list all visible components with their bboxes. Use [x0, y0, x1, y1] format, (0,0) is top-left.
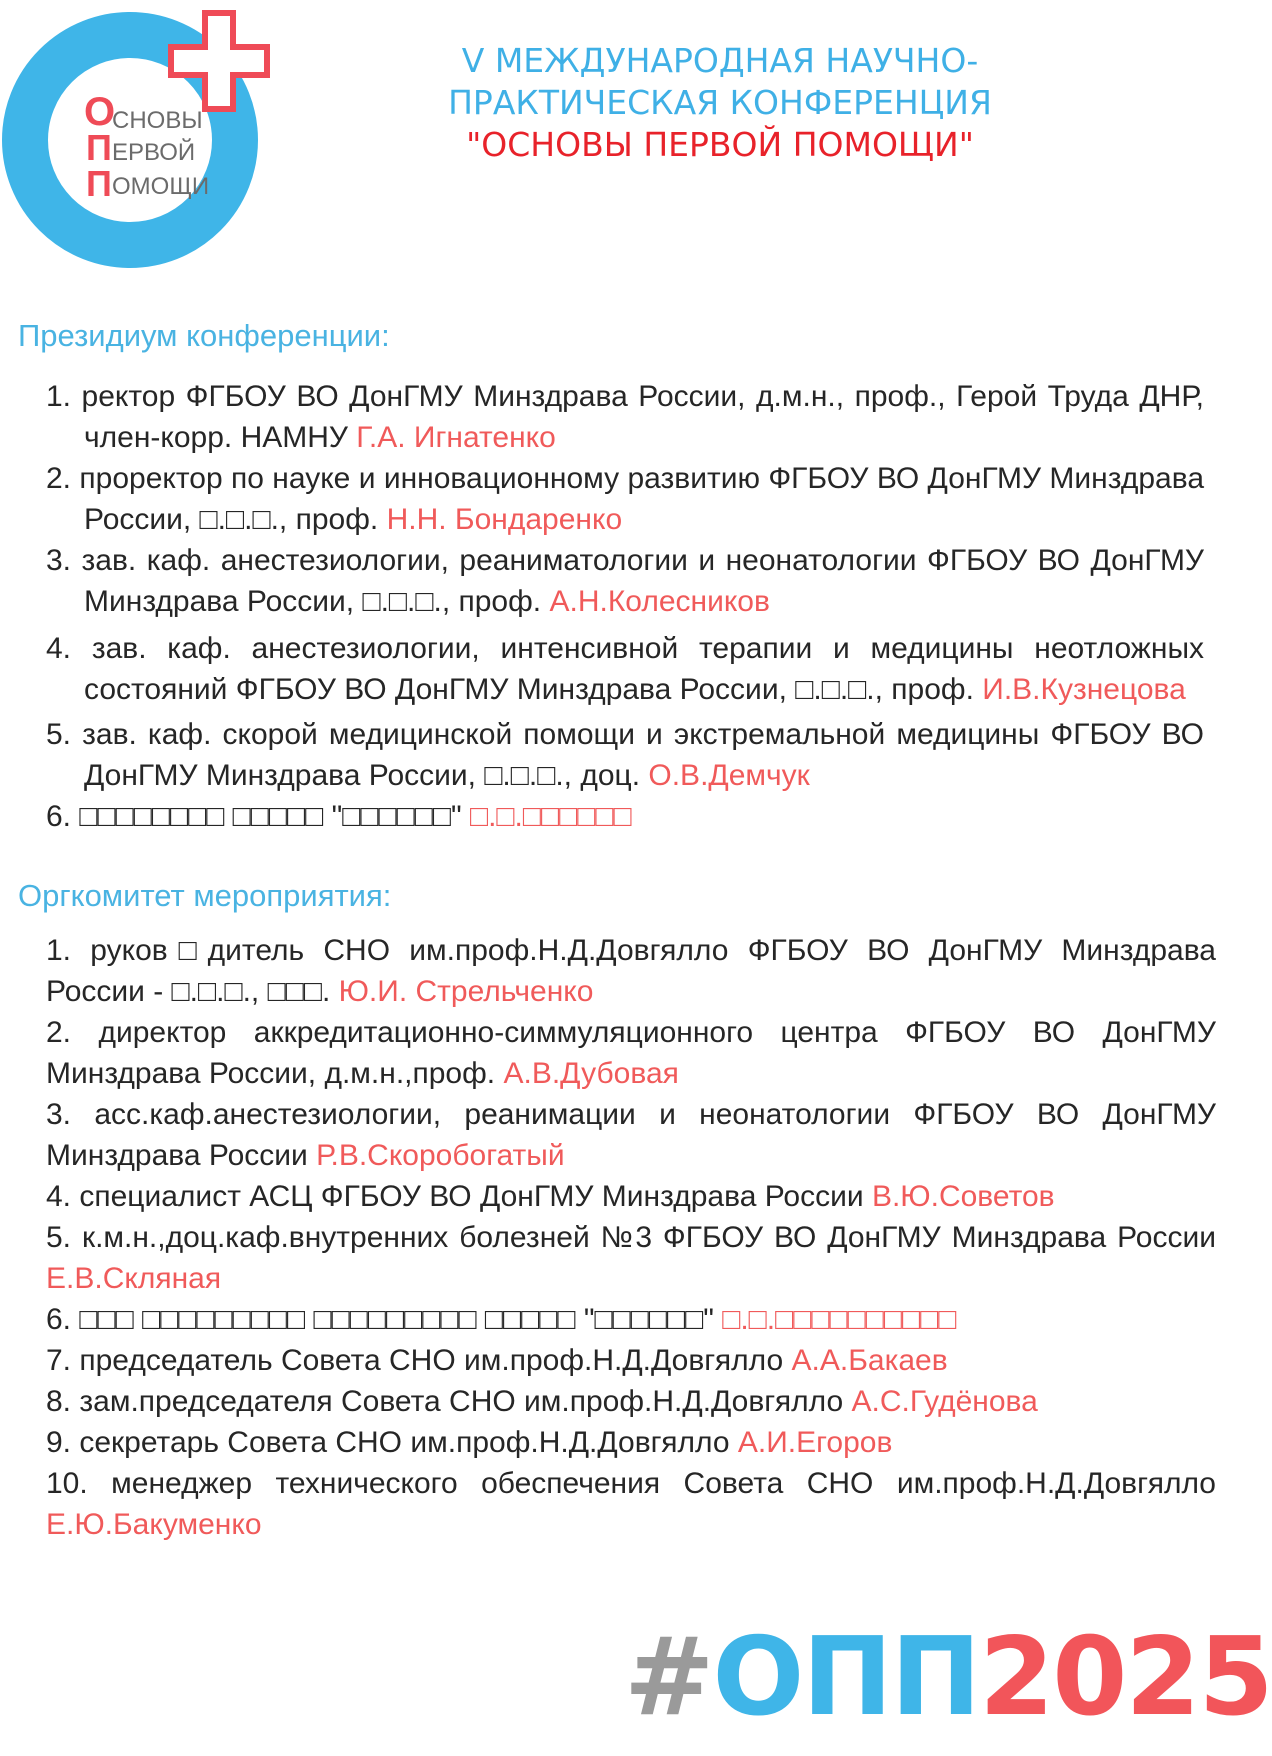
- presidium-title: Президиум конференции:: [18, 318, 390, 353]
- person-name: А.С.Гудёнова: [851, 1385, 1038, 1418]
- item-description: директор аккредитационно-симмуляционного центра ФГБОУ ВО ДонГМУ Минздрава России, д.м.н.,проф.: [46, 1016, 1216, 1090]
- conference-logo: [0, 0, 300, 280]
- item-description: асс.каф.анестезиологии, реанимации и неонатологии ФГБОУ ВО ДонГМУ Минздрава России: [46, 1098, 1216, 1172]
- item-number: 10.: [46, 1467, 88, 1500]
- presidium-item: [46, 628, 1204, 710]
- person-name: Р.В.Скоробогатый: [316, 1139, 565, 1172]
- hashtag: [624, 1615, 1272, 1740]
- logo-letter-p1: П: [86, 127, 112, 168]
- hashtag-symbol: #: [624, 1615, 713, 1740]
- item-number: 7.: [46, 1344, 72, 1377]
- title-line-1: V МЕЖДУНАРОДНАЯ НАУЧНО-: [461, 41, 979, 80]
- orgcommittee-list: [46, 930, 1216, 1545]
- item-number: 6.: [46, 1303, 72, 1336]
- person-name: В.Ю.Советов: [871, 1180, 1055, 1213]
- presidium-item: [46, 458, 1204, 540]
- item-number: 5.: [46, 1221, 72, 1254]
- item-number: 2.: [46, 1016, 72, 1049]
- item-description: председатель Совета СНО им.проф.Н.Д.Довгялло: [79, 1344, 792, 1377]
- presidium-item: [46, 714, 1204, 796]
- item-number: 1.: [46, 380, 72, 413]
- logo-letter-p2: П: [86, 163, 112, 204]
- item-number: 3.: [46, 544, 72, 577]
- logo-letter-o: О: [84, 90, 116, 134]
- orgcommittee-item: [46, 1217, 1216, 1299]
- orgcommittee-item: [46, 1012, 1216, 1094]
- logo-line-3: ОМОЩИ: [112, 173, 210, 200]
- item-description: зав. каф. скорой медицинской помощи и экстремальной медицины ФГБОУ ВО ДонГМУ Минздрава России, □.□.□., доц.: [82, 718, 1204, 792]
- item-description: зам.председателя Совета СНО им.проф.Н.Д.Довгялло: [79, 1385, 852, 1418]
- orgcommittee-item: [46, 1299, 1216, 1340]
- person-name: А.И.Егоров: [737, 1426, 893, 1459]
- orgcommittee-title: Оргкомитет мероприятия:: [18, 878, 392, 913]
- logo-graphic: [0, 0, 300, 280]
- orgcommittee-item: [46, 1340, 1216, 1381]
- item-description: руков□дитель СНО им.проф.Н.Д.Довгялло ФГБОУ ВО ДонГМУ Минздрава России - □.□.□., □□□.: [46, 934, 1216, 1008]
- person-name: Ю.И. Стрельченко: [338, 975, 594, 1008]
- person-name: Е.В.Скляная: [46, 1262, 222, 1295]
- orgcommittee-item: [46, 1094, 1216, 1176]
- item-description: ректор ФГБОУ ВО ДонГМУ Минздрава России, д.м.н., проф., Герой Труда ДНР, член-корр. НАМНУ: [81, 380, 1204, 454]
- logo-line-2: ЕРВОЙ: [112, 139, 196, 166]
- title-line-3: "ОСНОВЫ ПЕРВОЙ ПОМОЩИ": [466, 125, 974, 164]
- item-description: □□□ □□□□□□□□□ □□□□□□□□□ □□□□□ "□□□□□□": [79, 1303, 723, 1336]
- person-name: Н.Н. Бондаренко: [386, 503, 623, 536]
- orgcommittee-item: [46, 1176, 1216, 1217]
- person-name: А.В.Дубовая: [503, 1057, 679, 1090]
- orgcommittee-item: [46, 930, 1216, 1012]
- hashtag-year: 2025: [979, 1615, 1272, 1740]
- item-number: 6.: [46, 800, 72, 833]
- presidium-item: [46, 796, 1204, 837]
- item-description: проректор по науке и инновационному развитию ФГБОУ ВО ДонГМУ Минздрава России, □.□.□., проф.: [79, 462, 1204, 536]
- item-description: □□□□□□□□ □□□□□ "□□□□□□": [79, 800, 470, 833]
- item-description: зав. каф. анестезиологии, реаниматологии и неонатологии ФГБОУ ВО ДонГМУ Минздрава России, □.□.□., проф.: [81, 544, 1204, 618]
- item-number: 3.: [46, 1098, 72, 1131]
- item-description: к.м.н.,доц.каф.внутренних болезней №3 ФГБОУ ВО ДонГМУ Минздрава России: [81, 1221, 1216, 1254]
- item-description: менеджер технического обеспечения Совета СНО им.проф.Н.Д.Довгялло: [111, 1467, 1216, 1500]
- person-name: □.□.□□□□□□: [469, 800, 632, 833]
- item-number: 9.: [46, 1426, 72, 1459]
- item-description: секретарь Совета СНО им.проф.Н.Д.Довгялло: [79, 1426, 738, 1459]
- person-name: О.В.Демчук: [648, 759, 810, 792]
- presidium-list: [46, 376, 1204, 837]
- person-name: Е.Ю.Бакуменко: [46, 1508, 262, 1541]
- person-name: Г.А. Игнатенко: [356, 421, 556, 454]
- title-line-2: ПРАКТИЧЕСКАЯ КОНФЕРЕНЦИЯ: [448, 83, 992, 122]
- hashtag-opp: ОПП: [712, 1615, 980, 1740]
- orgcommittee-item: [46, 1381, 1216, 1422]
- person-name: А.Н.Колесников: [549, 585, 770, 618]
- item-number: 1.: [46, 934, 72, 967]
- item-number: 2.: [46, 462, 72, 495]
- item-number: 4.: [46, 1180, 72, 1213]
- person-name: □.□.□□□□□□□□□□: [722, 1303, 957, 1336]
- item-description: специалист АСЦ ФГБОУ ВО ДонГМУ Минздрава России: [79, 1180, 872, 1213]
- person-name: А.А.Бакаев: [791, 1344, 948, 1377]
- item-description: зав. каф. анестезиологии, интенсивной терапии и медицины неотложных состояний ФГБОУ ВО ДонГМУ Минздрава России, □.□.□., проф.: [84, 632, 1205, 706]
- item-number: 8.: [46, 1385, 72, 1418]
- presidium-item: [46, 376, 1204, 458]
- logo-line-1: СНОВЫ: [112, 107, 203, 134]
- conference-title: [400, 40, 1040, 166]
- person-name: И.В.Кузнецова: [982, 673, 1186, 706]
- orgcommittee-item: [46, 1422, 1216, 1463]
- item-number: 5.: [46, 718, 72, 751]
- item-number: 4.: [46, 632, 72, 665]
- orgcommittee-item: [46, 1463, 1216, 1545]
- presidium-item: [46, 540, 1204, 622]
